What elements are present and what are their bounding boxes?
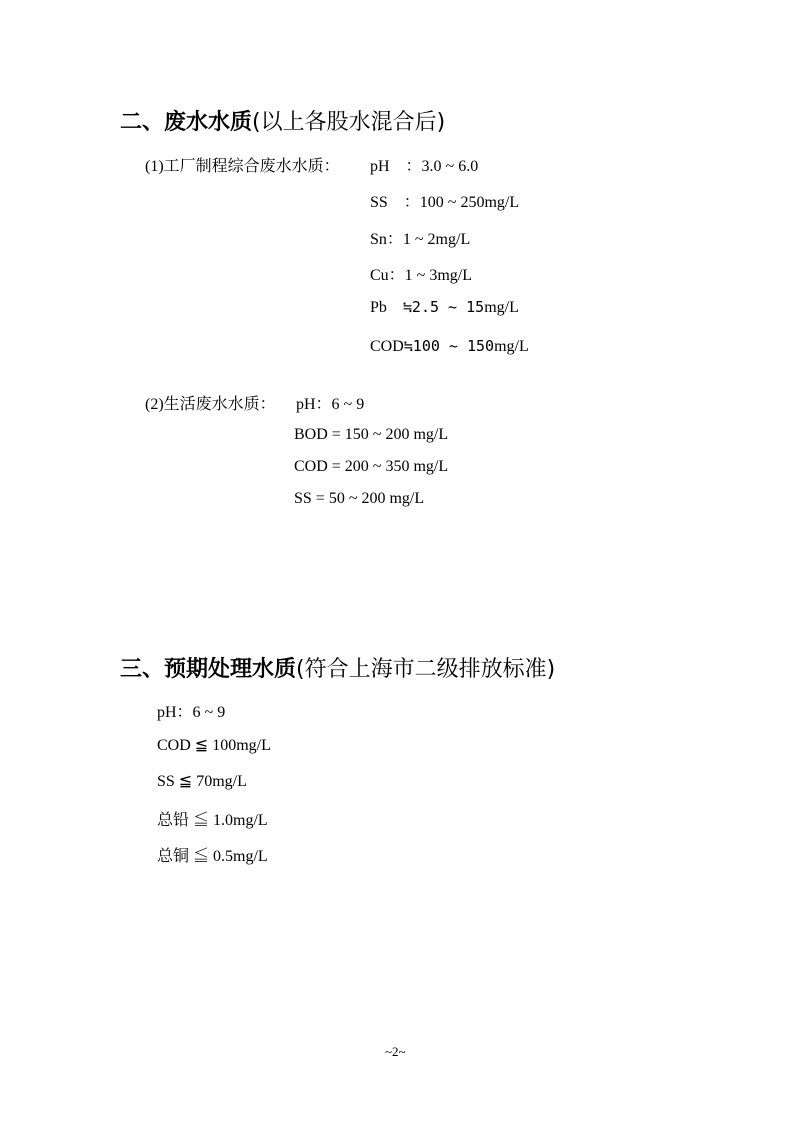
section2-heading-bold: 二、废水水质 (120, 110, 253, 135)
section2-heading-rest: (以上各股水混合后) (252, 110, 446, 135)
factory-ph: pH ：3.0 ~ 6.0 (370, 158, 479, 175)
section3-heading-bold: 三、预期处理水质 (120, 657, 297, 682)
domestic-label: (2)生活废水水质： (145, 396, 276, 413)
factory-ss: SS ：100 ~ 250mg/L (370, 194, 520, 211)
factory-pb-unit: mg/L (484, 299, 519, 316)
domestic-bod: BOD = 150 ~ 200 mg/L (294, 426, 449, 443)
factory-sn: Sn：1 ~ 2mg/L (370, 231, 471, 248)
target-copper: 总铜 ≦ 0.5mg/L (157, 848, 268, 865)
factory-pb (370, 298, 519, 317)
factory-cod-value: ≒100 ~ 150 (403, 337, 495, 355)
factory-label: (1)工厂制程综合废水水质： (145, 158, 340, 175)
domestic-cod: COD = 200 ~ 350 mg/L (294, 458, 449, 475)
factory-cod-unit: mg/L (494, 338, 529, 355)
section3-heading-rest: (符合上海市二级排放标准) (296, 657, 556, 682)
target-ss: SS ≦ 70mg/L (157, 773, 247, 790)
domestic-ph: pH：6 ~ 9 (296, 396, 365, 413)
section2-heading (120, 105, 445, 136)
domestic-ss: SS = 50 ~ 200 mg/L (294, 490, 425, 507)
page-number: ~2~ (385, 1044, 406, 1059)
factory-pb-name: Pb (370, 299, 387, 316)
factory-cod-name: COD (370, 338, 404, 355)
target-ph: pH：6 ~ 9 (157, 704, 226, 721)
target-lead: 总铅 ≦ 1.0mg/L (157, 812, 268, 829)
factory-pb-value: ≒2.5 ~ 15 (402, 298, 485, 316)
factory-cu: Cu：1 ~ 3mg/L (370, 267, 472, 284)
factory-cod (370, 337, 529, 356)
target-cod: COD ≦ 100mg/L (157, 737, 271, 754)
section3-heading (120, 652, 555, 683)
